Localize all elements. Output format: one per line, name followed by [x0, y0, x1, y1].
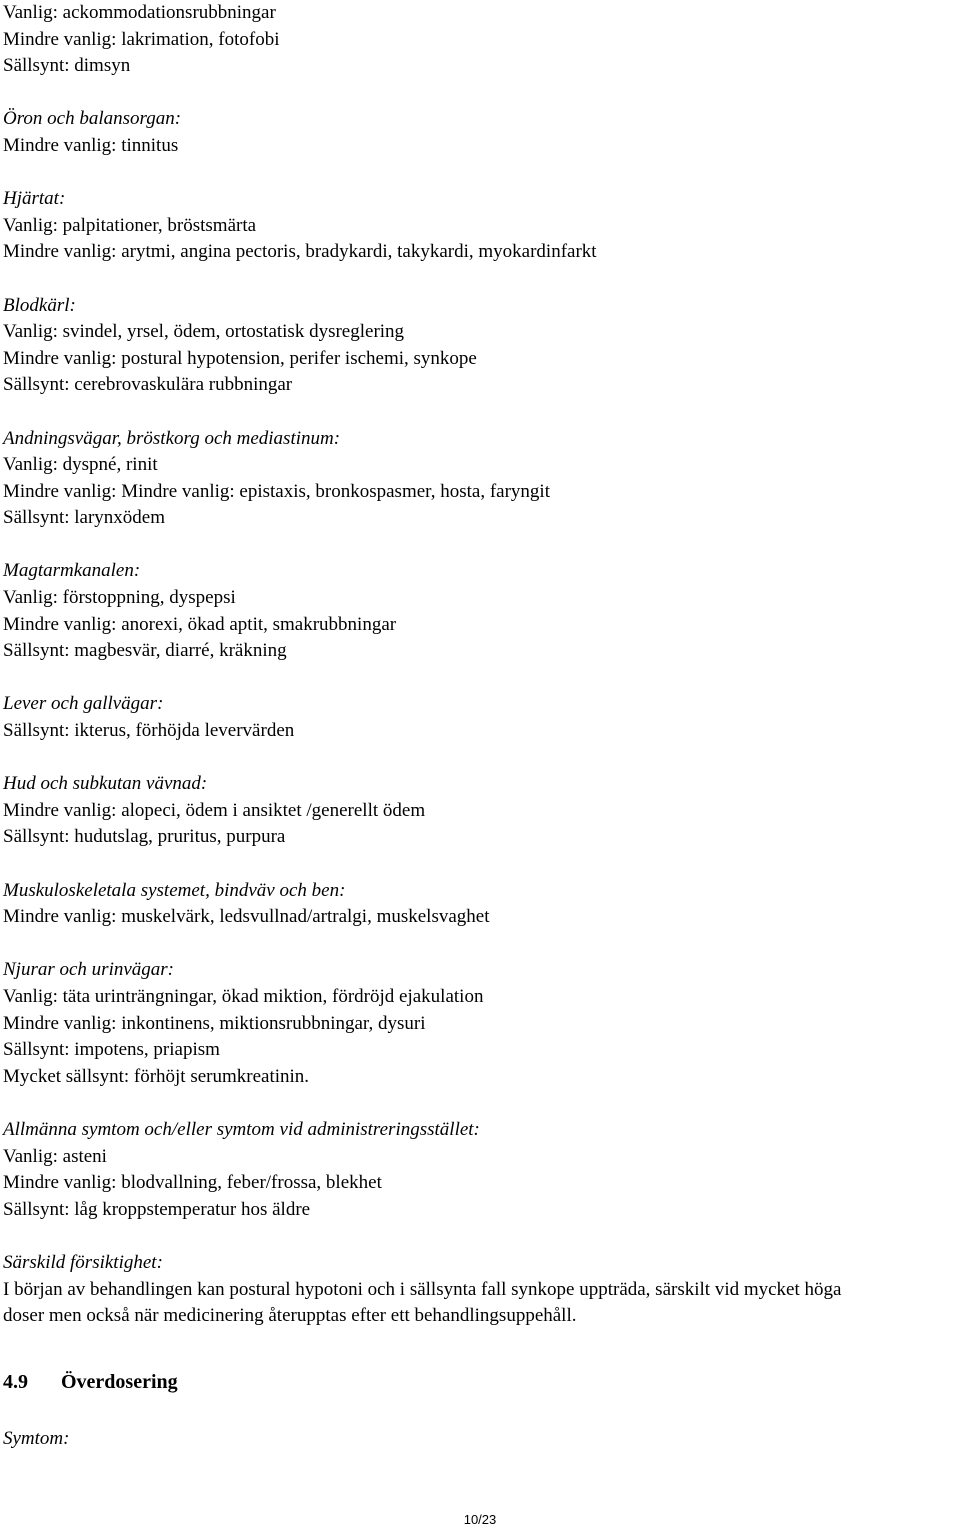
- list-item: Vanlig: svindel, yrsel, ödem, ortostatisk dysreglering: [3, 321, 405, 343]
- section-gap: [3, 745, 960, 772]
- section-gap: [3, 665, 960, 692]
- section-heading: Hud och subkutan vävnad:: [3, 773, 208, 795]
- list-item: Sällsynt: dimsyn: [3, 55, 131, 77]
- list-item: Sällsynt: hudutslag, pruritus, purpura: [3, 826, 286, 848]
- section-gap: [3, 160, 960, 187]
- section-gap: [3, 399, 960, 426]
- list-item: Vanlig: täta urinträngningar, ökad miktion, fördröjd ejakulation: [3, 985, 484, 1007]
- section-heading: Andningsvägar, bröstkorg och mediastinum:: [3, 427, 341, 449]
- section-gap: [3, 80, 960, 107]
- section-heading: Allmänna symtom och/eller symtom vid administreringsstället:: [3, 1118, 480, 1140]
- list-item: Mindre vanlig: Mindre vanlig: epistaxis, bronkospasmer, hosta, faryngit: [3, 480, 550, 502]
- list-item: Sällsynt: låg kroppstemperatur hos äldre: [3, 1198, 311, 1220]
- list-item: Sällsynt: ikterus, förhöjda levervärden: [3, 720, 295, 742]
- list-item: Mindre vanlig: tinnitus: [3, 134, 179, 156]
- section-heading: Blodkärl:: [3, 294, 76, 316]
- special-caution-line-1: I början av behandlingen kan postural hypotoni och i sällsynta fall synkope uppträda, särskilt vid mycket höga: [3, 1278, 842, 1300]
- section-title-overdose: [3, 1368, 960, 1396]
- section-gap: [3, 1223, 960, 1250]
- list-item: Vanlig: asteni: [3, 1145, 107, 1167]
- list-item: Sällsynt: cerebrovaskulära rubbningar: [3, 374, 293, 396]
- list-item: Mindre vanlig: anorexi, ökad aptit, smakrubbningar: [3, 613, 397, 635]
- list-item: Mindre vanlig: muskelvärk, ledsvullnad/artralgi, muskelsvaghet: [3, 906, 490, 928]
- symptoms-heading: Symtom:: [3, 1428, 70, 1450]
- list-item: Mindre vanlig: blodvallning, feber/frossa, blekhet: [3, 1172, 382, 1194]
- section-heading: Öron och balansorgan:: [3, 108, 182, 130]
- list-item: Mindre vanlig: arytmi, angina pectoris, bradykardi, takykardi, myokardinfarkt: [3, 241, 597, 263]
- adverse-effects-list: [3, 0, 960, 1250]
- list-item: Mindre vanlig: alopeci, ödem i ansiktet /generellt ödem: [3, 799, 426, 821]
- list-item: Mycket sällsynt: förhöjt serumkreatinin.: [3, 1065, 310, 1087]
- section-gap: [3, 266, 960, 293]
- section-heading: Lever och gallvägar:: [3, 693, 164, 715]
- list-item: Sällsynt: larynxödem: [3, 507, 166, 529]
- section-heading: Hjärtat:: [3, 188, 66, 210]
- special-caution-line-2: doser men också när medicinering återupptas efter ett behandlingsuppehåll.: [3, 1305, 577, 1327]
- list-item: Vanlig: förstoppning, dyspepsi: [3, 587, 236, 609]
- list-item: Vanlig: ackommodationsrubbningar: [3, 2, 276, 23]
- section-heading: Njurar och urinvägar:: [3, 959, 174, 981]
- section-gap: [3, 1090, 960, 1117]
- list-item: Mindre vanlig: lakrimation, fotofobi: [3, 28, 280, 50]
- section-gap: [3, 532, 960, 559]
- section-title-text: Överdosering: [61, 1371, 178, 1394]
- section-gap: [3, 931, 960, 958]
- section-gap: [3, 851, 960, 878]
- list-item: Sällsynt: magbesvär, diarré, kräkning: [3, 640, 287, 662]
- list-item: Mindre vanlig: postural hypotension, perifer ischemi, synkope: [3, 347, 477, 369]
- page-number: 10/23: [463, 1512, 497, 1527]
- section-heading: Muskuloskeletala systemet, bindväv och ben:: [3, 879, 346, 901]
- section-number: 4.9: [3, 1371, 28, 1394]
- special-caution-heading: Särskild försiktighet:: [3, 1251, 163, 1273]
- section-heading: Magtarmkanalen:: [3, 560, 141, 582]
- document-page: [3, 0, 960, 1453]
- list-item: Vanlig: palpitationer, bröstsmärta: [3, 214, 257, 236]
- list-item: Mindre vanlig: inkontinens, miktionsrubbningar, dysuri: [3, 1012, 426, 1034]
- list-item: Sällsynt: impotens, priapism: [3, 1039, 220, 1061]
- list-item: Vanlig: dyspné, rinit: [3, 454, 158, 476]
